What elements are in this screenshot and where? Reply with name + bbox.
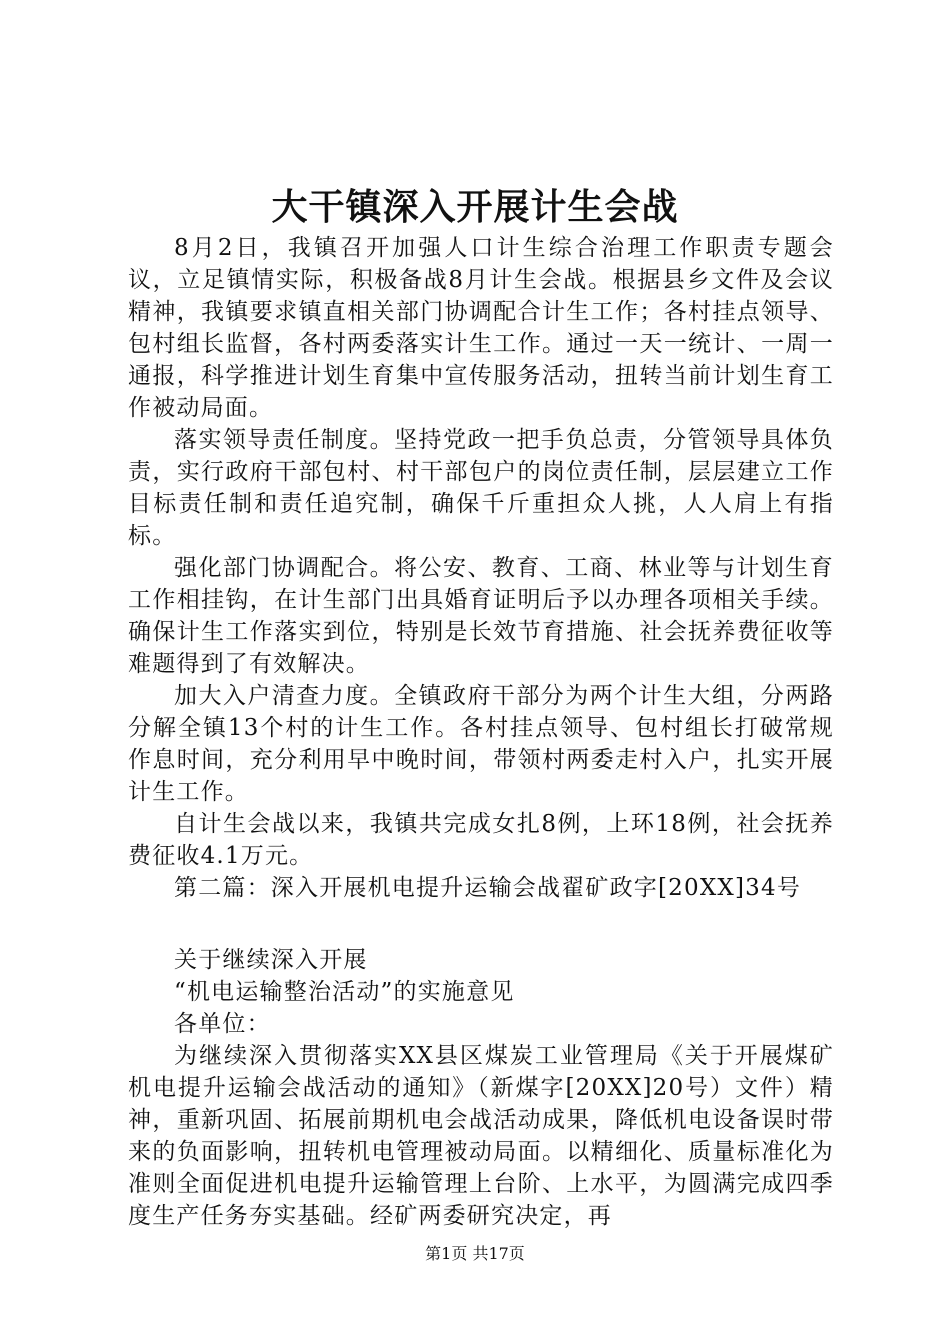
paragraph: 加大入户清查力度。全镇政府干部分为两个计生大组，分两路分解全镇13个村的计生工作。各村挂点领导、包村组长打破常规作息时间，充分利用早中晚时间，带领村两委走村入户，扎实开展计生工作。 <box>128 683 834 805</box>
paragraph: “机电运输整治活动”的实施意见 <box>174 979 515 1005</box>
paragraph: 关于继续深入开展 <box>174 947 368 973</box>
paragraph: 为继续深入贯彻落实XX县区煤炭工业管理局《关于开展煤矿机电提升运输会战活动的通知》（新煤字[20XX]20号）文件）精神，重新巩固、拓展前期机电会战活动成果，降低机电设备误时带来的负面影响，扭转机电管理被动局面。以精细化、质量标准化为准则全面促进机电提升运输管理上台阶、上水平，为圆满完成四季度生产任务夯实基础。经矿两委研究决定，再 <box>128 1043 834 1229</box>
paragraph: 自计生会战以来，我镇共完成女扎8例，上环18例，社会抚养费征收4.1万元。 <box>128 811 834 869</box>
paragraph: 落实领导责任制度。坚持党政一把手负总责，分管领导具体负责，实行政府干部包村、村干部包户的岗位责任制，层层建立工作目标责任制和责任追究制，确保千斤重担众人挑，人人肩上有指标。 <box>128 427 834 549</box>
blank-line <box>128 904 834 944</box>
document-body <box>128 232 834 1232</box>
paragraph: 第二篇：深入开展机电提升运输会战翟矿政字[20XX]34号 <box>174 875 802 901</box>
paragraph: 强化部门协调配合。将公安、教育、工商、林业等与计划生育工作相挂钩，在计生部门出具婚育证明后予以办理各项相关手续。确保计生工作落实到位，特别是长效节育措施、社会抚养费征收等难题得到了有效解决。 <box>128 555 834 677</box>
paragraph: 各单位： <box>174 1011 271 1037</box>
paragraph: 8月2日，我镇召开加强人口计生综合治理工作职责专题会议，立足镇情实际，积极备战8月计生会战。根据县乡文件及会议精神，我镇要求镇直相关部门协调配合计生工作；各村挂点领导、包村组长监督，各村两委落实计生工作。通过一天一统计、一周一通报，科学推进计划生育集中宣传服务活动，扭转当前计划生育工作被动局面。 <box>128 235 834 421</box>
page-footer: 第1页 共17页 <box>425 1244 525 1263</box>
document-title: 大干镇深入开展计生会战 <box>271 186 679 228</box>
